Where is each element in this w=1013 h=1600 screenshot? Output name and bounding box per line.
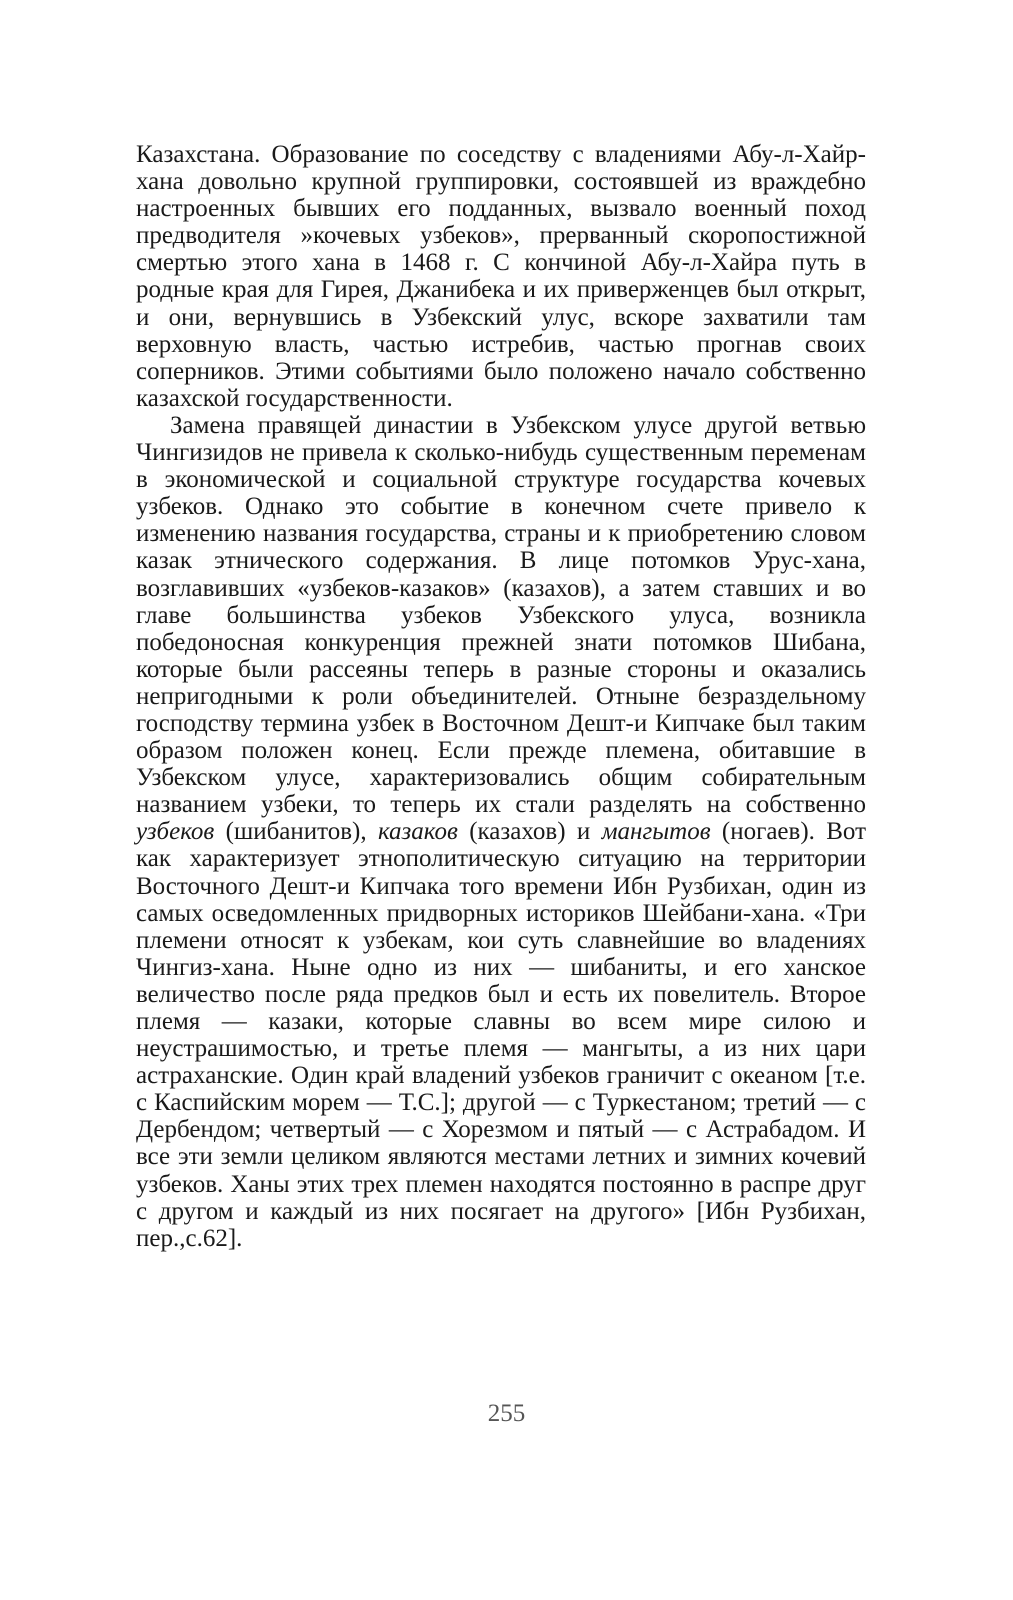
- page-number: 255: [487, 1400, 526, 1427]
- paragraph-2-text-a: Замена правящей династии в Узбекском улусе другой ветвью Чингизидов не привела к сколько-нибудь существенным переменам в экономической и социальной структуре государства кочевых узбеков. Однако это событие в конечном счете привело к изменению названия государства, страны и к приобретению словом казак этнического содержания. В лице потомков Урус-хана, возглавивших «узбеков-казаков» (казахов), а затем ставших и во главе большинства узбеков Узбекского улуса, возникла победоносная конкуренция прежней знати потомков Шибана, которые были рассеяны теперь в разные стороны и оказались непригодными к роли объединителей. Отныне безраздельному господству термина узбек в Восточном Дешт-и Кипчаке был таким образом положен конец. Если прежде племена, обитавшие в Узбекском улусе, характеризовались общим собирательным названием узбеки, то теперь их стали разделять на собственно: [136, 411, 866, 819]
- paragraph-2-text-c: (казахов) и: [469, 818, 591, 846]
- body-text: [136, 141, 866, 1252]
- paragraph-1: Казахстана. Образование по соседству с владениями Абу-л-Хайр-хана довольно крупной группировки, состоявшей из враждебно настроенных бывших его подданных, вызвало военный поход предводителя »кочевых узбеков», прерванный скоропостижной смертью этого хана в 1468 г. С кончиной Абу-л-Хайра путь в родные края для Гирея, Джанибека и их приверженцев был открыт, и они, вернувшись в Узбекский улус, вскоре захватили там верховную власть, частью истребив, частью прогнав своих соперников. Этими событиями было положено начало собственно казахской государственности.: [136, 141, 866, 412]
- term-uzbeks: узбеков: [136, 818, 215, 846]
- paragraph-2: [136, 412, 866, 1252]
- paragraph-2-text-b: (шибанитов),: [225, 818, 367, 846]
- term-kazakhs: казаков: [377, 818, 458, 846]
- term-mangyts: мангытов: [601, 818, 711, 846]
- paragraph-2-text-d: (ногаев). Вот как характеризует этнополитическую ситуацию на территории Восточного Дешт-и Кипчака того времени Ибн Рузбихан, один из самых осведомленных придворных историков Шейбани-хана. «Три племени относят к узбекам, кои суть славнейшие во владениях Чингиз-хана. Ныне одно из них — шибаниты, и его ханское величество после ряда предков был и есть их повелитель. Второе племя — казаки, которые славны во всем мире силою и неустрашимостью, и третье племя — мангыты, а из них цари астраханские. Один край владений узбеков граничит с океаном [т.е. с Каспийским морем — Т.С.]; другой — с Туркестаном; третий — с Дербендом; четвертый — с Хорезмом и пятый — с Астрабадом. И все эти земли целиком являются местами летних и зимних кочевий узбеков. Ханы этих трех племен находятся постоянно в распре друг с другом и каждый из них посягает на другого» [Ибн Рузбихан, пер.,с.62].: [136, 818, 867, 1252]
